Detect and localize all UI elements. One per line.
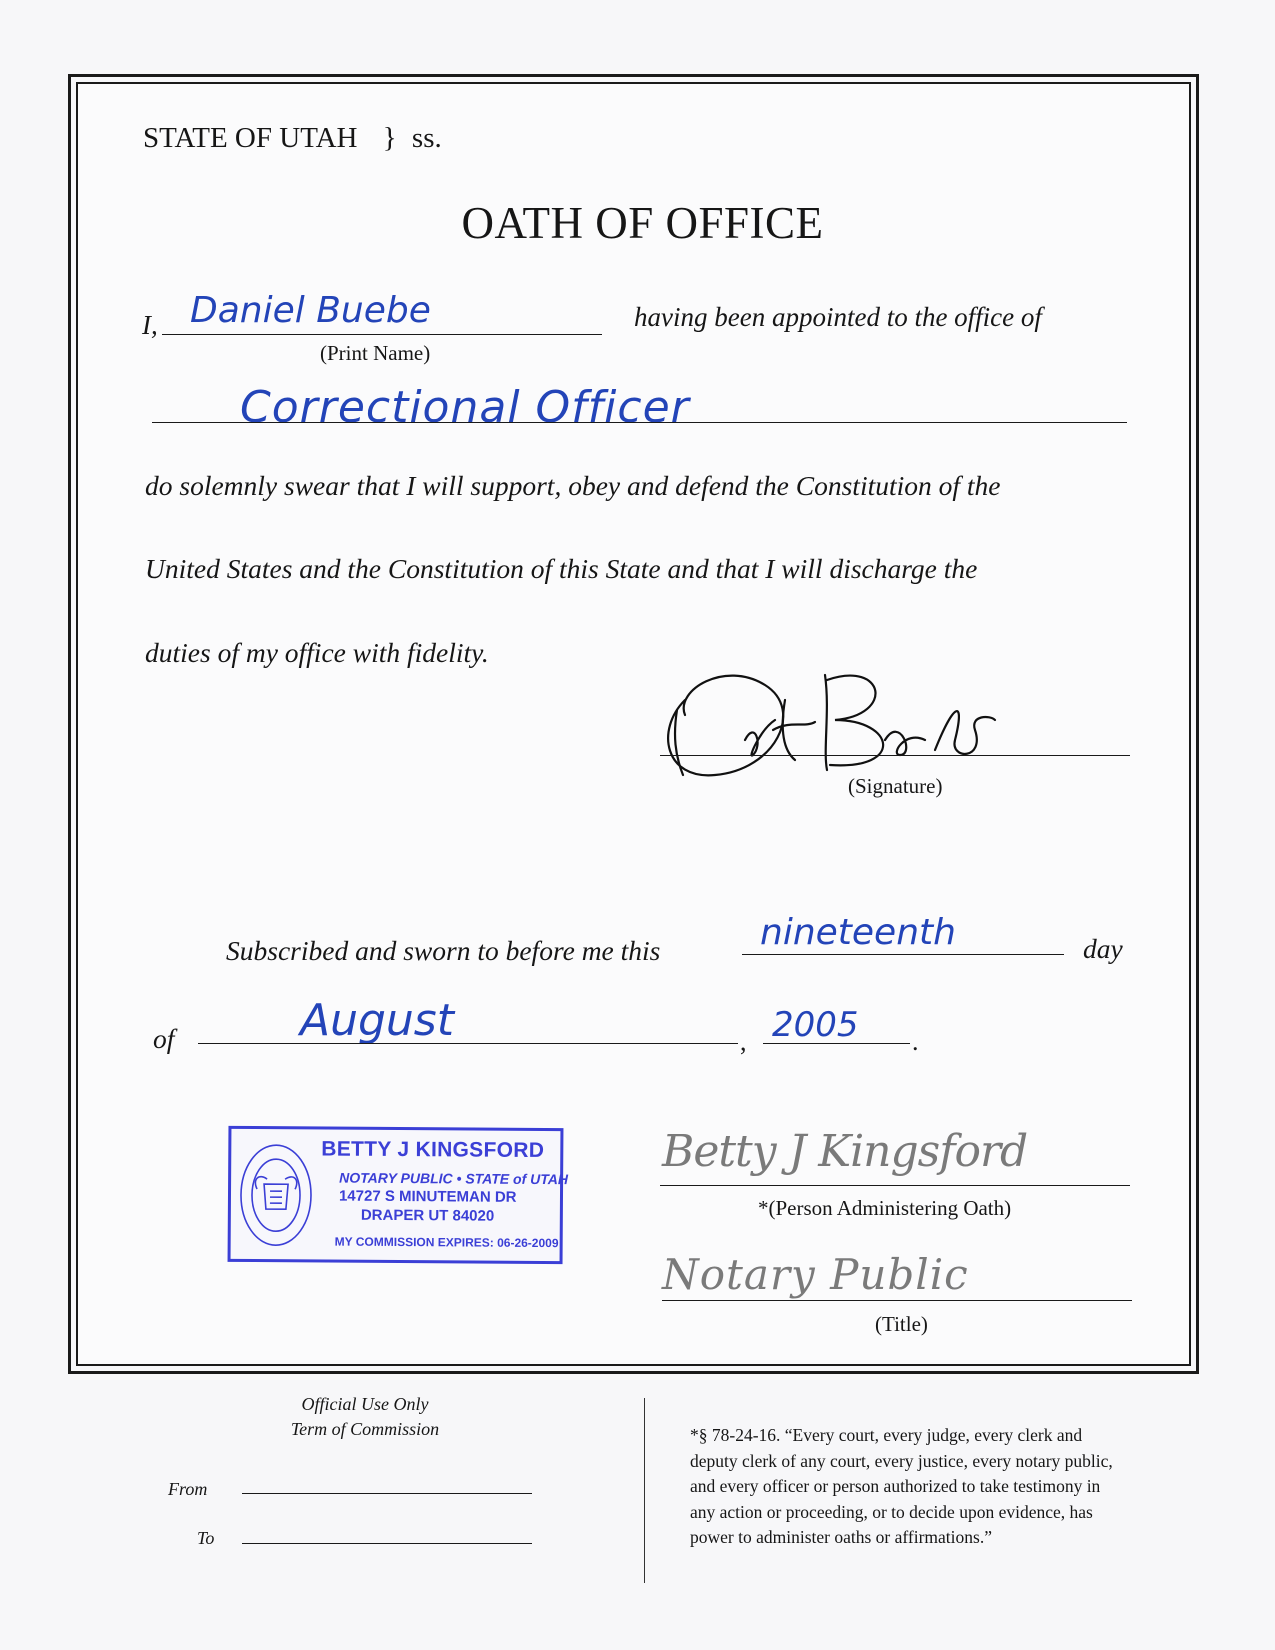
ss-label: ss.: [411, 122, 442, 154]
footnote-line-3: and every officer or person authorized to take testimony in: [690, 1476, 1101, 1496]
i-prefix: I,: [142, 310, 158, 340]
handwritten-year: 2005: [772, 1005, 859, 1045]
appointed-text: having been appointed to the office of: [634, 302, 1042, 332]
footnote-line-5: power to administer oaths or affirmations.”: [690, 1527, 992, 1547]
footer-divider: [644, 1398, 645, 1583]
print-name-caption: (Print Name): [320, 341, 431, 365]
official-use-heading: Official Use Only: [301, 1394, 429, 1414]
to-line: [242, 1543, 532, 1544]
administering-caption: *(Person Administering Oath): [758, 1196, 1012, 1220]
footnote: [690, 1423, 1113, 1551]
stamp-line-4: MY COMMISSION EXPIRES: 06-26-2009: [334, 1234, 559, 1251]
term-of-commission-heading: Term of Commission: [290, 1419, 440, 1439]
signature-caption: (Signature): [848, 774, 943, 798]
notary-stamp: [228, 1126, 569, 1264]
from-line: [242, 1493, 532, 1494]
print-name-line: [162, 334, 602, 335]
title-caption: (Title): [875, 1312, 928, 1336]
stamp-line-2: 14727 S MINUTEMAN DR: [338, 1187, 517, 1206]
handwritten-day: nineteenth: [760, 912, 956, 953]
stamp-line-3: DRAPER UT 84020: [360, 1206, 495, 1225]
of-label: of: [153, 1023, 175, 1054]
appointee-signature-image: [655, 660, 1035, 790]
state-name: STATE OF UTAH: [143, 122, 358, 154]
footnote-line-2: deputy clerk of any court, every justice, every notary public,: [690, 1450, 1113, 1471]
state-heading: [143, 122, 442, 155]
stamp-name: BETTY J KINGSFORD: [321, 1137, 545, 1163]
oath-line-1: do solemnly swear that I will support, obey and defend the Constitution of the: [145, 470, 1001, 501]
page-title: OATH OF OFFICE: [461, 198, 824, 248]
signature-line: [660, 755, 1130, 756]
oath-line-3: duties of my office with fidelity.: [145, 637, 489, 668]
title-line: [662, 1300, 1132, 1301]
month-comma: ,: [740, 1027, 747, 1056]
stamp-line-1: NOTARY PUBLIC • STATE of UTAH: [339, 1169, 569, 1188]
month-line: [198, 1043, 738, 1044]
administering-signature: Betty J Kingsford: [662, 1126, 1028, 1177]
day-line: [742, 954, 1064, 955]
subscribed-text: Subscribed and sworn to before me this: [226, 935, 661, 966]
footnote-line-1: *§ 78-24-16. “Every court, every judge, every clerk and: [690, 1425, 1083, 1445]
brace-glyph: }: [382, 122, 397, 154]
state-seal-icon: [237, 1139, 316, 1252]
year-line: [763, 1043, 910, 1044]
to-label: To: [197, 1528, 215, 1548]
office-line: [152, 422, 1127, 423]
from-label: From: [168, 1479, 208, 1499]
year-period: .: [912, 1027, 919, 1056]
day-label: day: [1083, 933, 1123, 964]
administering-line: [660, 1185, 1130, 1186]
handwritten-print-name: Daniel Buebe: [190, 290, 431, 331]
handwritten-month: August: [300, 995, 454, 1046]
handwritten-office: Correctional Officer: [240, 382, 690, 433]
oath-line-2: United States and the Constitution of this State and that I will discharge the: [145, 553, 978, 584]
footnote-line-4: any action or proceeding, or to decide upon evidence, has: [690, 1501, 1093, 1522]
title-signature: Notary Public: [662, 1250, 969, 1299]
